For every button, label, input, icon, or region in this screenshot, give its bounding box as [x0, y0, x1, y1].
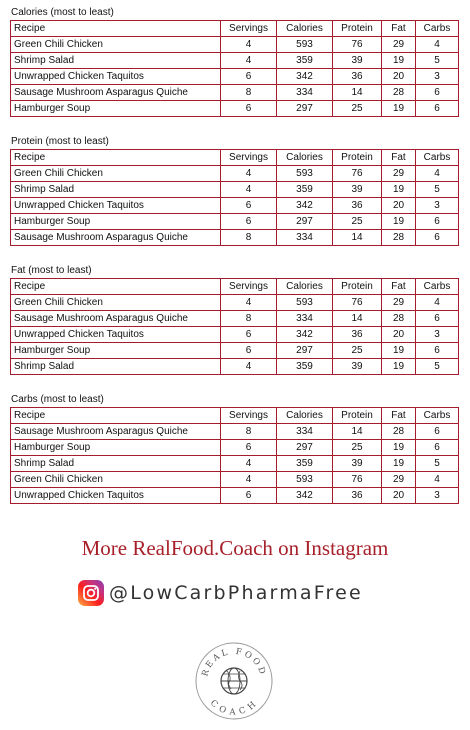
table-title: Calories (most to least)	[11, 7, 114, 18]
column-header-carbs: Carbs	[416, 150, 459, 166]
table-row	[11, 37, 459, 53]
cell-recipe: Unwrapped Chicken Taquitos	[11, 198, 221, 214]
cell-recipe: Shrimp Salad	[11, 182, 221, 198]
cell-carbs: 5	[416, 359, 459, 375]
cell-carbs: 6	[416, 101, 459, 117]
table-section	[10, 394, 458, 504]
cell-protein: 14	[333, 424, 382, 440]
nutrition-table	[10, 407, 459, 504]
cell-recipe: Green Chili Chicken	[11, 472, 221, 488]
column-header-protein: Protein	[333, 279, 382, 295]
cell-calories: 342	[277, 488, 333, 504]
cell-servings: 4	[221, 182, 277, 198]
table-row	[11, 85, 459, 101]
cell-servings: 6	[221, 327, 277, 343]
cell-recipe: Sausage Mushroom Asparagus Quiche	[11, 311, 221, 327]
cell-calories: 334	[277, 311, 333, 327]
cell-calories: 334	[277, 85, 333, 101]
cell-fat: 20	[382, 69, 416, 85]
cell-servings: 4	[221, 295, 277, 311]
cell-calories: 359	[277, 359, 333, 375]
cell-calories: 593	[277, 472, 333, 488]
cell-servings: 6	[221, 440, 277, 456]
cell-protein: 76	[333, 295, 382, 311]
cell-carbs: 6	[416, 214, 459, 230]
cell-fat: 20	[382, 327, 416, 343]
cell-calories: 297	[277, 440, 333, 456]
cell-servings: 4	[221, 53, 277, 69]
cell-carbs: 4	[416, 295, 459, 311]
cell-fat: 28	[382, 230, 416, 246]
column-header-fat: Fat	[382, 21, 416, 37]
cell-servings: 6	[221, 343, 277, 359]
table-row	[11, 440, 459, 456]
cell-fat: 19	[382, 343, 416, 359]
nutrition-table	[10, 278, 459, 375]
table-header-row	[11, 408, 459, 424]
cell-fat: 29	[382, 472, 416, 488]
column-header-recipe: Recipe	[11, 279, 221, 295]
cell-carbs: 6	[416, 230, 459, 246]
cell-protein: 39	[333, 359, 382, 375]
cell-carbs: 4	[416, 166, 459, 182]
cell-protein: 36	[333, 488, 382, 504]
table-section	[10, 136, 458, 246]
cell-servings: 4	[221, 472, 277, 488]
table-row	[11, 472, 459, 488]
cell-protein: 25	[333, 440, 382, 456]
cell-carbs: 3	[416, 69, 459, 85]
column-header-servings: Servings	[221, 21, 277, 37]
table-row	[11, 101, 459, 117]
cell-calories: 297	[277, 101, 333, 117]
cell-servings: 6	[221, 198, 277, 214]
column-header-protein: Protein	[333, 408, 382, 424]
cell-servings: 4	[221, 37, 277, 53]
cell-servings: 8	[221, 85, 277, 101]
column-header-fat: Fat	[382, 279, 416, 295]
cell-protein: 76	[333, 37, 382, 53]
table-row	[11, 488, 459, 504]
table-title: Fat (most to least)	[11, 265, 92, 276]
table-row	[11, 456, 459, 472]
cell-recipe: Shrimp Salad	[11, 53, 221, 69]
cell-servings: 6	[221, 488, 277, 504]
cell-protein: 14	[333, 85, 382, 101]
table-row	[11, 424, 459, 440]
cell-fat: 19	[382, 53, 416, 69]
cell-calories: 342	[277, 198, 333, 214]
cell-protein: 25	[333, 214, 382, 230]
cell-recipe: Green Chili Chicken	[11, 37, 221, 53]
cell-servings: 6	[221, 101, 277, 117]
instagram-handle[interactable]: @LowCarbPharmaFree	[109, 582, 363, 604]
cell-fat: 28	[382, 85, 416, 101]
table-row	[11, 230, 459, 246]
instagram-icon	[78, 580, 104, 606]
column-header-servings: Servings	[221, 279, 277, 295]
cell-fat: 20	[382, 198, 416, 214]
column-header-carbs: Carbs	[416, 408, 459, 424]
cell-calories: 334	[277, 230, 333, 246]
cell-carbs: 4	[416, 37, 459, 53]
column-header-fat: Fat	[382, 150, 416, 166]
table-header-row	[11, 150, 459, 166]
table-section	[10, 7, 458, 117]
cell-carbs: 3	[416, 327, 459, 343]
table-title: Carbs (most to least)	[11, 394, 104, 405]
cell-carbs: 6	[416, 424, 459, 440]
cell-carbs: 6	[416, 85, 459, 101]
table-row	[11, 295, 459, 311]
cell-recipe: Sausage Mushroom Asparagus Quiche	[11, 85, 221, 101]
cell-carbs: 3	[416, 488, 459, 504]
cell-calories: 342	[277, 69, 333, 85]
table-row	[11, 182, 459, 198]
cell-carbs: 5	[416, 53, 459, 69]
cell-calories: 593	[277, 166, 333, 182]
cell-calories: 334	[277, 424, 333, 440]
cell-protein: 39	[333, 53, 382, 69]
cell-carbs: 4	[416, 472, 459, 488]
cell-recipe: Sausage Mushroom Asparagus Quiche	[11, 424, 221, 440]
column-header-protein: Protein	[333, 150, 382, 166]
cell-carbs: 3	[416, 198, 459, 214]
cell-carbs: 6	[416, 343, 459, 359]
cell-recipe: Unwrapped Chicken Taquitos	[11, 327, 221, 343]
cell-servings: 8	[221, 230, 277, 246]
cell-carbs: 6	[416, 440, 459, 456]
table-row	[11, 166, 459, 182]
cell-calories: 593	[277, 37, 333, 53]
table-row	[11, 53, 459, 69]
nutrition-table	[10, 149, 459, 246]
cell-protein: 76	[333, 472, 382, 488]
column-header-calories: Calories	[277, 279, 333, 295]
cell-recipe: Green Chili Chicken	[11, 295, 221, 311]
table-row	[11, 327, 459, 343]
cell-fat: 19	[382, 214, 416, 230]
cell-servings: 4	[221, 456, 277, 472]
cell-protein: 14	[333, 311, 382, 327]
cell-fat: 19	[382, 359, 416, 375]
cell-fat: 20	[382, 488, 416, 504]
cell-protein: 14	[333, 230, 382, 246]
column-header-carbs: Carbs	[416, 21, 459, 37]
table-row	[11, 69, 459, 85]
real-food-coach-logo	[193, 640, 275, 722]
cell-calories: 297	[277, 343, 333, 359]
cell-fat: 19	[382, 440, 416, 456]
cell-fat: 29	[382, 295, 416, 311]
cell-fat: 28	[382, 424, 416, 440]
column-header-recipe: Recipe	[11, 150, 221, 166]
cell-protein: 25	[333, 101, 382, 117]
cell-recipe: Shrimp Salad	[11, 456, 221, 472]
table-row	[11, 214, 459, 230]
cell-calories: 359	[277, 53, 333, 69]
cell-calories: 593	[277, 295, 333, 311]
cell-protein: 36	[333, 327, 382, 343]
column-header-servings: Servings	[221, 150, 277, 166]
cell-protein: 36	[333, 198, 382, 214]
cell-servings: 6	[221, 214, 277, 230]
cell-servings: 6	[221, 69, 277, 85]
table-header-row	[11, 279, 459, 295]
cell-protein: 39	[333, 182, 382, 198]
cell-recipe: Green Chili Chicken	[11, 166, 221, 182]
table-title: Protein (most to least)	[11, 136, 109, 147]
cell-fat: 19	[382, 456, 416, 472]
cell-recipe: Hamburger Soup	[11, 440, 221, 456]
cell-servings: 4	[221, 166, 277, 182]
cell-calories: 359	[277, 182, 333, 198]
cell-recipe: Unwrapped Chicken Taquitos	[11, 488, 221, 504]
cell-recipe: Hamburger Soup	[11, 101, 221, 117]
cell-recipe: Shrimp Salad	[11, 359, 221, 375]
cell-carbs: 5	[416, 456, 459, 472]
cell-recipe: Hamburger Soup	[11, 343, 221, 359]
column-header-calories: Calories	[277, 21, 333, 37]
cell-calories: 359	[277, 456, 333, 472]
nutrition-table	[10, 20, 459, 117]
cell-fat: 29	[382, 37, 416, 53]
cell-carbs: 5	[416, 182, 459, 198]
logo-text-top: REAL FOOD	[200, 646, 268, 678]
cell-fat: 28	[382, 311, 416, 327]
cell-calories: 297	[277, 214, 333, 230]
column-header-recipe: Recipe	[11, 21, 221, 37]
globe-icon	[221, 668, 247, 694]
table-row	[11, 359, 459, 375]
column-header-fat: Fat	[382, 408, 416, 424]
cell-servings: 4	[221, 359, 277, 375]
column-header-protein: Protein	[333, 21, 382, 37]
logo-text-bottom: COACH	[207, 698, 261, 718]
table-section	[10, 265, 458, 375]
cell-fat: 19	[382, 101, 416, 117]
column-header-carbs: Carbs	[416, 279, 459, 295]
cell-recipe: Hamburger Soup	[11, 214, 221, 230]
cell-servings: 8	[221, 424, 277, 440]
cell-servings: 8	[221, 311, 277, 327]
cell-protein: 36	[333, 69, 382, 85]
cell-recipe: Sausage Mushroom Asparagus Quiche	[11, 230, 221, 246]
table-row	[11, 343, 459, 359]
instagram-handle-row[interactable]	[78, 578, 363, 608]
cell-fat: 19	[382, 182, 416, 198]
cell-carbs: 6	[416, 311, 459, 327]
cell-protein: 25	[333, 343, 382, 359]
instagram-promo-text: More RealFood.Coach on Instagram	[81, 536, 389, 560]
table-row	[11, 198, 459, 214]
cell-protein: 76	[333, 166, 382, 182]
cell-calories: 342	[277, 327, 333, 343]
column-header-calories: Calories	[277, 408, 333, 424]
column-header-recipe: Recipe	[11, 408, 221, 424]
cell-recipe: Unwrapped Chicken Taquitos	[11, 69, 221, 85]
column-header-calories: Calories	[277, 150, 333, 166]
cell-fat: 29	[382, 166, 416, 182]
column-header-servings: Servings	[221, 408, 277, 424]
table-header-row	[11, 21, 459, 37]
cell-protein: 39	[333, 456, 382, 472]
table-row	[11, 311, 459, 327]
